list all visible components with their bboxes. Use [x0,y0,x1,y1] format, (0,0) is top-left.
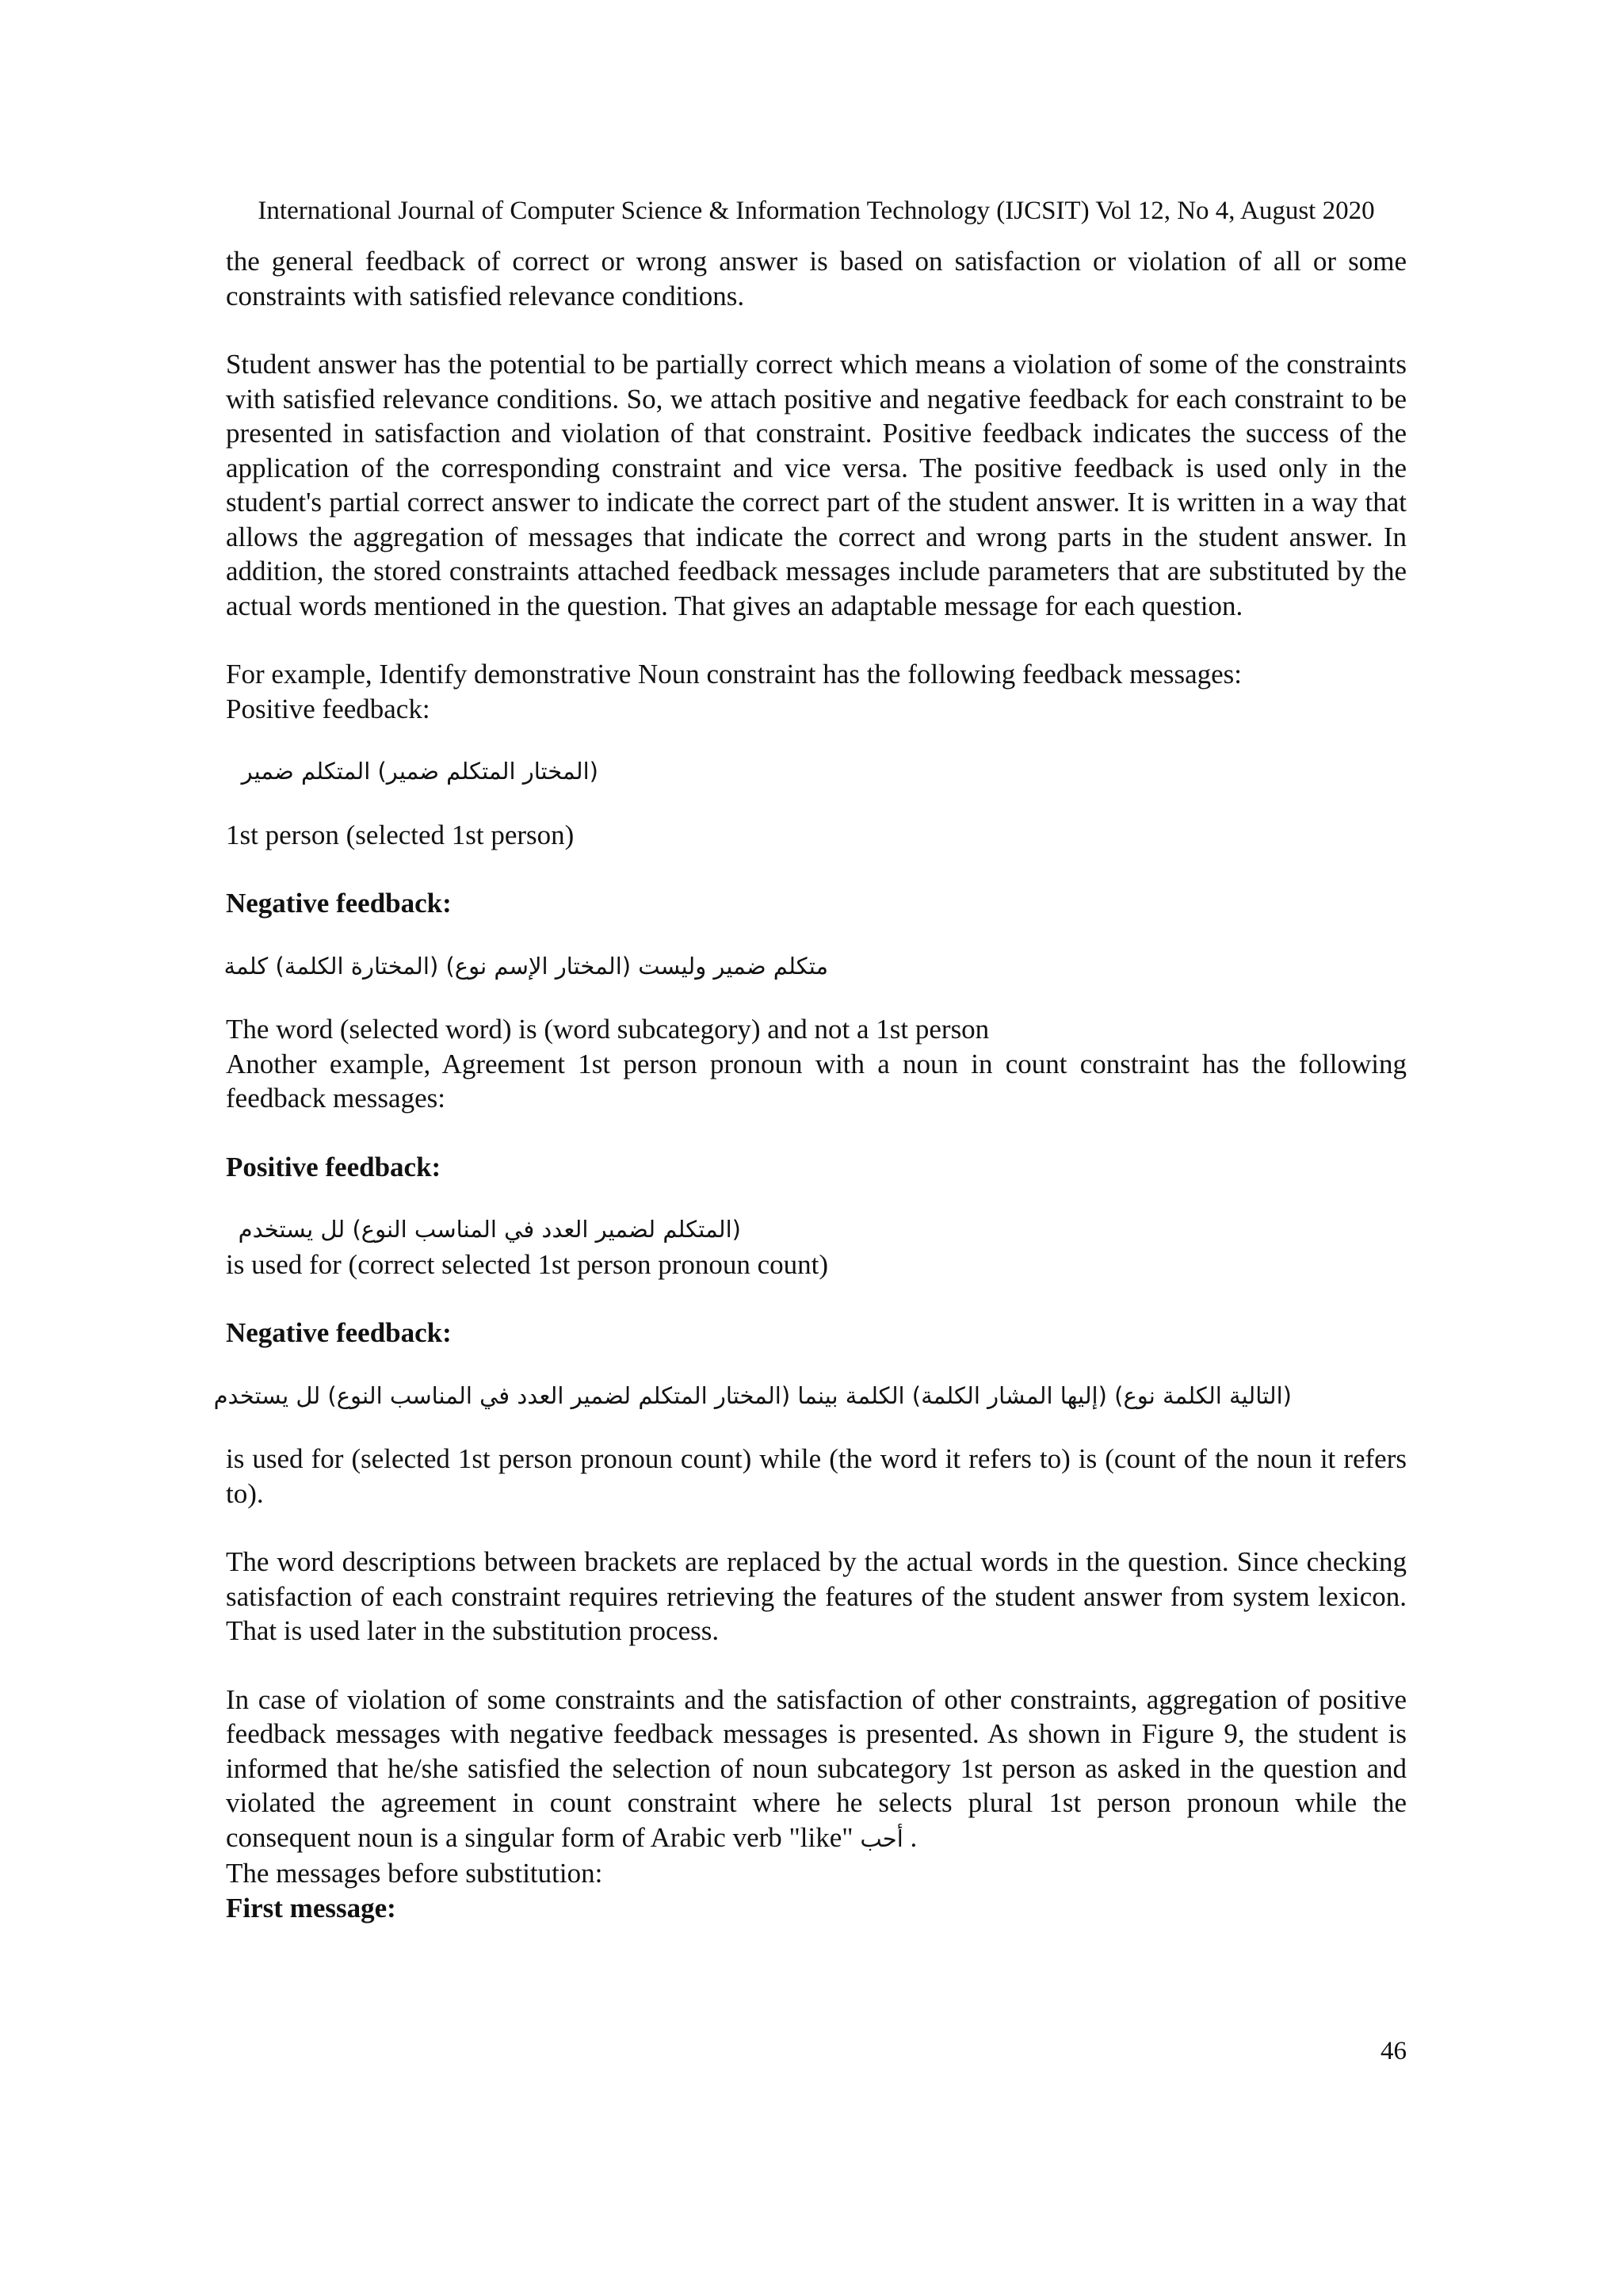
arabic-example-positive-1: (المختار المتكلم ضمير) المتكلم ضمير [241,758,598,785]
paragraph-general-feedback: the general feedback of correct or wrong answer is based on satisfaction or violation of all or some constraints with satisfied relevance conditions. [226,246,1407,311]
english-example-negative-1: The word (selected word) is (word subcategory) and not a 1st person [226,1014,990,1045]
journal-header: International Journal of Computer Science & Information Technology (IJCSIT) Vol 12, No 4, August 2020 [258,197,1375,225]
paragraph-example-intro: For example, Identify demonstrative Noun constraint has the following feedback messages: [226,659,1243,690]
negative-feedback-label-1: Negative feedback: [226,888,452,919]
positive-feedback-label-1: Positive feedback: [226,693,430,724]
page-number: 46 [1381,2037,1407,2065]
arabic-example-negative-1: متكلم ضمير وليست (المختار الإسم نوع) (المختارة الكلمة) كلمة [223,952,828,980]
negative-feedback-label-2: Negative feedback: [226,1317,452,1348]
paragraph-aggregation [226,1683,1407,1857]
paragraph-another-example: Another example, Agreement 1st person pronoun with a noun in count constraint has the following feedback messages: [226,1048,1407,1114]
arabic-verb-like: أحب [860,1824,903,1852]
paragraph-messages-before: The messages before substitution: [226,1858,603,1889]
page-body [213,244,1407,1925]
paragraph-partial-correct: Student answer has the potential to be partially correct which means a violation of some of the constraints with satisfied relevance conditions. So, we attach positive and negative feedback for each constraint to be presented in satisfaction and violation of that constraint. Positive feedback indicates the success of the application of the corresponding constraint and vice versa. The positive feedback is used only in the student's partial correct answer to indicate the correct part of the student answer. It is written in a way that allows the aggregation of messages that indicate the correct and wrong parts in the student answer. In addition, the stored constraints attached feedback messages include parameters that are substituted by the actual words mentioned in the question. That gives an adaptable message for each question. [226,349,1407,621]
english-example-positive-1: 1st person (selected 1st person) [226,819,575,850]
paragraph-aggregation-text: In case of violation of some constraints and the satisfaction of other constraints, aggregation of positive feedback messages with negative feedback messages is presented. As shown in Figure 9, the student is informed that he/she satisfied the selection of noun subcategory 1st person as asked in the question and violated the agreement in count constraint where he selects plural 1st person pronoun while the consequent noun is a singular form of Arabic verb "like" [226,1683,1407,1853]
arabic-example-negative-2: (التالية الكلمة نوع) (إليها المشار الكلمة) الكلمة بينما (المختار المتكلم لضمير العدد في المناسب النوع) لل يستخدم [213,1381,1292,1409]
first-message-label: First message: [226,1892,396,1924]
paragraph-word-descriptions: The word descriptions between brackets are replaced by the actual words in the question. Since checking satisfaction of each constraint requires retrieving the features of the student answer from system lexicon. That is used later in the substitution process. [226,1546,1407,1646]
english-example-negative-2: is used for (selected 1st person pronoun count) while (the word it refers to) is (count of the noun it refers to). [226,1443,1407,1509]
english-example-positive-2: is used for (correct selected 1st person pronoun count) [226,1248,829,1280]
arabic-example-positive-2: (المتكلم لضمير العدد في المناسب النوع) لل يستخدم [238,1216,741,1243]
paragraph-aggregation-end: . [903,1821,918,1853]
positive-feedback-label-2: Positive feedback: [226,1151,441,1182]
